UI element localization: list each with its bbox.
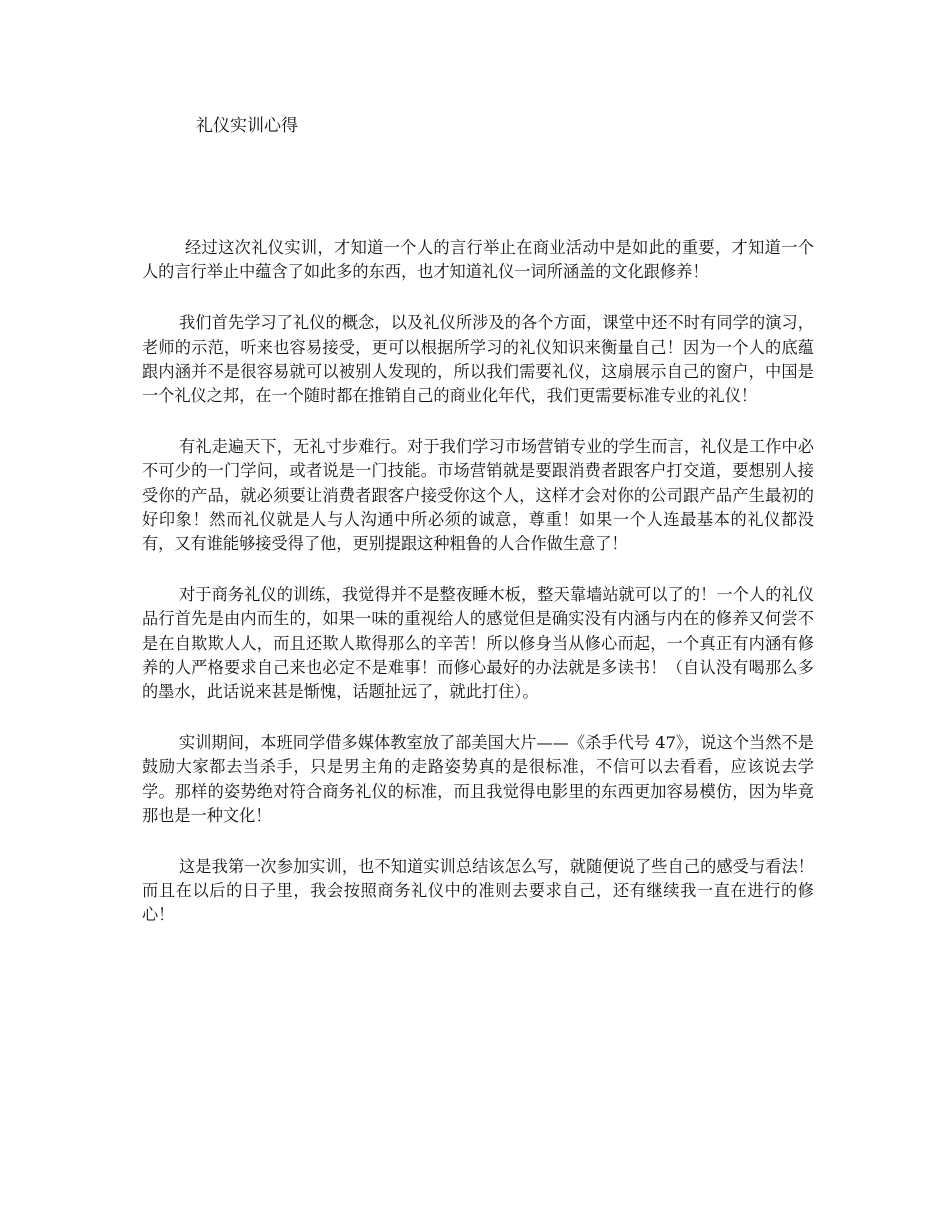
paragraph-3: 有礼走遍天下，无礼寸步难行。对于我们学习市场营销专业的学生而言，礼仪是工作中必不可少的一门学问，或者说是一门技能。市场营销就是要跟消费者跟客户打交道，要想别人接受你的产品，就必须要让消费者跟客户接受你这个人，这样才会对你的公司跟产品产生最初的好印象！然而礼仪就是人与人沟通中所必须的诚意，尊重！如果一个人连最基本的礼仪都没有，又有谁能够接受得了他，更别提跟这种粗鲁的人合作做生意了！ — [142, 437, 814, 554]
document-body — [142, 236, 814, 955]
document-title: 礼仪实训心得 — [196, 116, 298, 136]
paragraph-6: 这是我第一次参加实训，也不知道实训总结该怎么写，就随便说了些自己的感受与看法！而且在以后的日子里，我会按照商务礼仪中的准则去要求自己，还有继续我一直在进行的修心！ — [142, 857, 814, 925]
paragraph-5: 实训期间，本班同学借多媒体教室放了部美国大片——《杀手代号 47》，说这个当然不是鼓励大家都去当杀手，只是男主角的走路姿势真的是很标准，不信可以去看看，应该说去学学。那样的姿势绝对符合商务礼仪的标准，而且我觉得电影里的东西更加容易模仿，因为毕竟那也是一种文化！ — [142, 733, 814, 825]
paragraph-2: 我们首先学习了礼仪的概念，以及礼仪所涉及的各个方面，课堂中还不时有同学的演习，老师的示范，听来也容易接受，更可以根据所学习的礼仪知识来衡量自己！因为一个人的底蕴跟内涵并不是很容易就可以被别人发现的，所以我们需要礼仪，这扇展示自己的窗户，中国是一个礼仪之邦，在一个随时都在推销自己的商业化年代，我们更需要标准专业的礼仪！ — [142, 313, 814, 406]
paragraph-4: 对于商务礼仪的训练，我觉得并不是整夜睡木板，整天靠墙站就可以了的！一个人的礼仪品行首先是由内而生的，如果一味的重视给人的感觉但是确实没有内涵与内在的修养又何尝不是在自欺欺人人，而且还欺人欺得那么的辛苦！所以修身当从修心而起，一个真正有内涵有修养的人严格要求自己来也必定不是难事！而修心最好的办法就是多读书！（自认没有喝那么多的墨水，此话说来甚是惭愧，话题扯远了，就此打住）。 — [142, 585, 814, 702]
paragraph-1: 经过这次礼仪实训，才知道一个人的言行举止在商业活动中是如此的重要，才知道一个人的言行举止中蕴含了如此多的东西，也才知道礼仪一词所涵盖的文化跟修养！ — [142, 238, 814, 282]
